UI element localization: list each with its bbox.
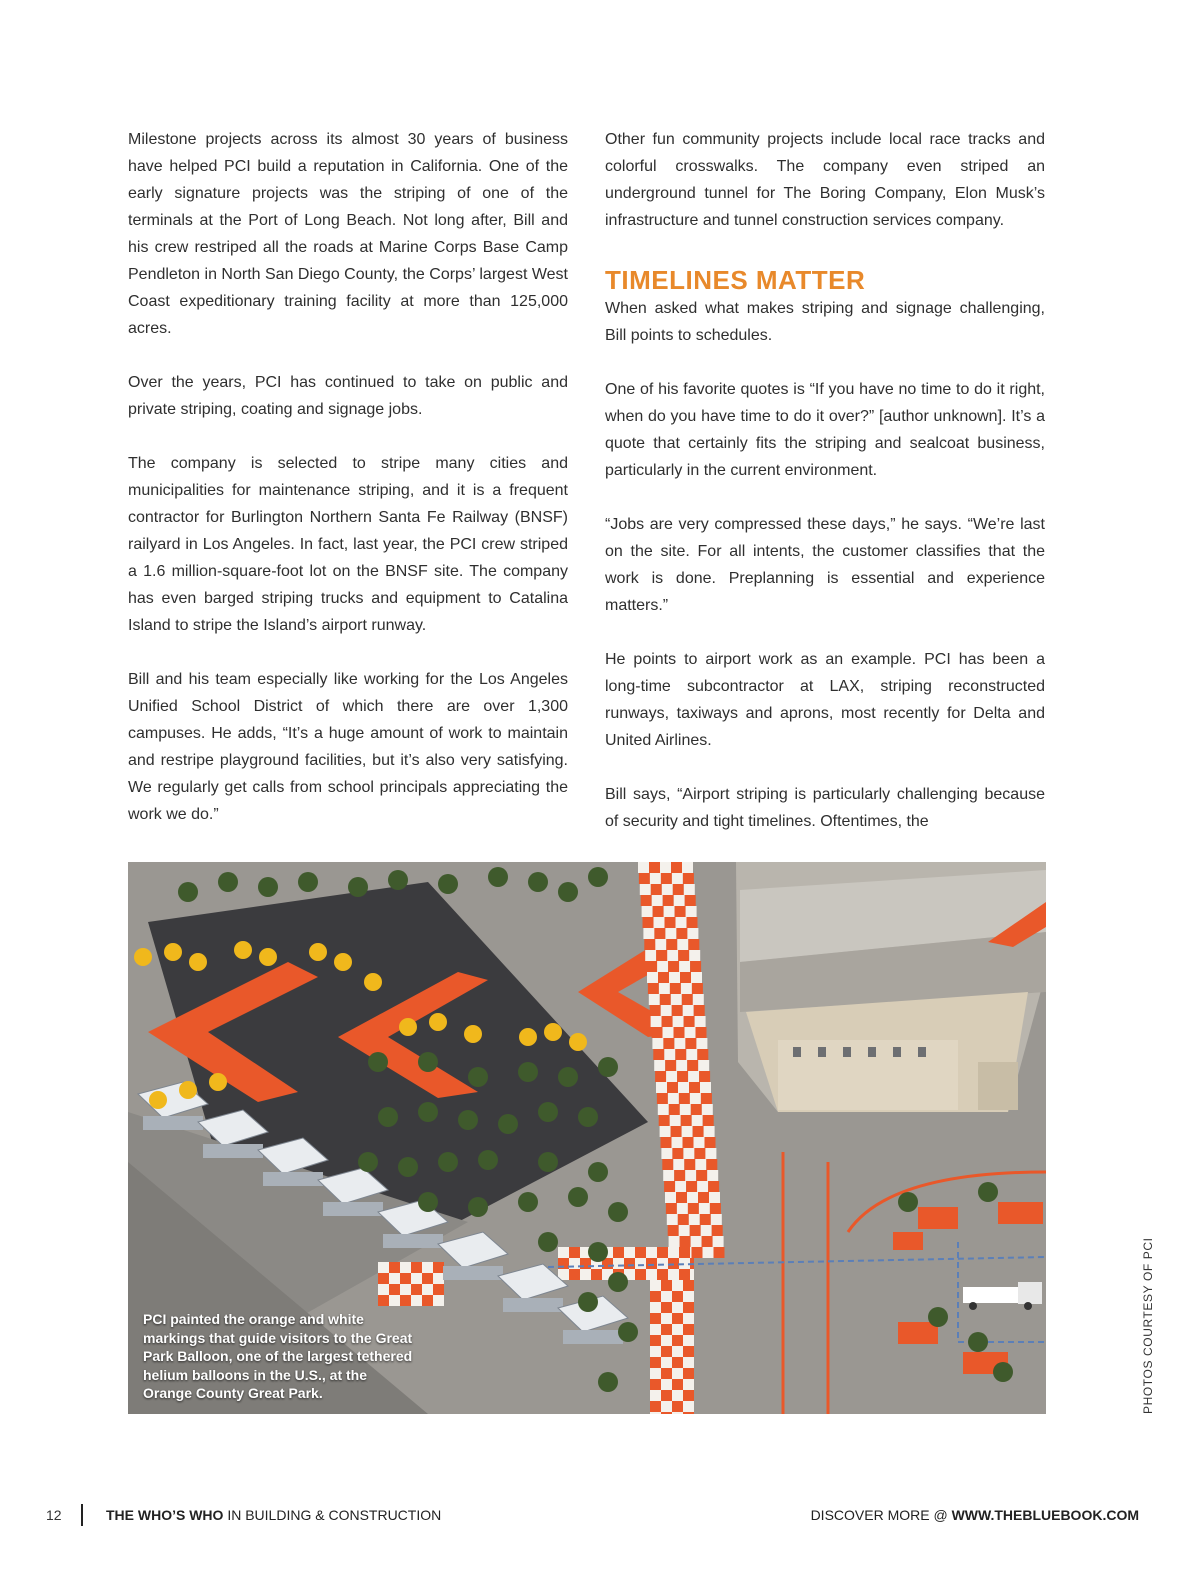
article-paragraph: Bill says, “Airport striping is particularly challenging because of security and tight timelines. Oftentimes, the [605,786,1045,830]
aerial-photo [128,862,1046,1414]
article-paragraph: Milestone projects across its almost 30 years of business have helped PCI build a reputation in California. One of the early signature projects was the striping of one of the terminals at the Port of Long Beach. Not long after, Bill and his crew restriped all the roads at Marine Corps Base Camp Pendleton in North San Diego County, the Corps’ largest West Coast expeditionary training facility at more than 125,000 acres. [128,131,568,337]
article-paragraph: Bill and his team especially like working for the Los Angeles Unified School District of which there are over 1,300 campuses. He adds, “It’s a huge amount of work to maintain and restripe playground facilities, but it’s also very satisfying. We regularly get calls from school principals appreciating the work we do.” [128,671,568,823]
photo-credit: PHOTOS COURTESY OF PCI [1141,1237,1155,1414]
page-number: 12 [46,1507,62,1523]
article-paragraph: One of his favorite quotes is “If you have no time to do it right, when do you have time to do it over?” [author unknown]. It’s a quote that certainly fits the striping and sealcoat business, particularly in the current environment. [605,381,1045,479]
article-column-left [128,126,568,855]
photo-caption: PCI painted the orange and white markings that guide visitors to the Great Park Balloon, one of the largest tethered helium balloons in the U.S., at the Orange County Great Park. [143,1311,413,1401]
article-paragraph: The company is selected to stripe many cities and municipalities for maintenance striping, and it is a frequent contractor for Burlington Northern Santa Fe Railway (BNSF) railyard in Los Angeles. In fact, last year, the PCI crew striped a 1.6 million-square-foot lot on the BNSF site. The company has even barged striping trucks and equipment to Catalina Island to stripe the Island’s airport runway. [128,455,568,634]
article-paragraph: When asked what makes striping and signage challenging, Bill points to schedules. [605,300,1045,344]
article-paragraph: Other fun community projects include local race tracks and colorful crosswalks. The company even striped an underground tunnel for The Boring Company, Elon Musk’s infrastructure and tunnel construction services company. [605,131,1045,229]
article-paragraph: “Jobs are very compressed these days,” he says. “We’re last on the site. For all intents, the customer classifies that the work is done. Preplanning is essential and experience matters.” [605,516,1045,614]
publication-name-rest: IN BUILDING & CONSTRUCTION [223,1507,442,1523]
publication-name [106,1507,441,1523]
page-footer [0,1500,1200,1532]
website-url[interactable]: WWW.THEBLUEBOOK.COM [951,1507,1139,1523]
article-column-right [605,126,1045,862]
discover-more-link[interactable] [811,1507,1139,1523]
article-paragraph: Over the years, PCI has continued to take on public and private striping, coating and signage jobs. [128,374,568,418]
publication-name-bold: THE WHO’S WHO [106,1507,224,1523]
article-paragraph: He points to airport work as an example. PCI has been a long-time subcontractor at LAX, striping reconstructed runways, taxiways and aprons, most recently for Delta and United Airlines. [605,651,1045,749]
section-heading: TIMELINES MATTER [605,265,866,295]
discover-prefix: DISCOVER MORE @ [810,1507,952,1523]
footer-divider [81,1504,83,1526]
